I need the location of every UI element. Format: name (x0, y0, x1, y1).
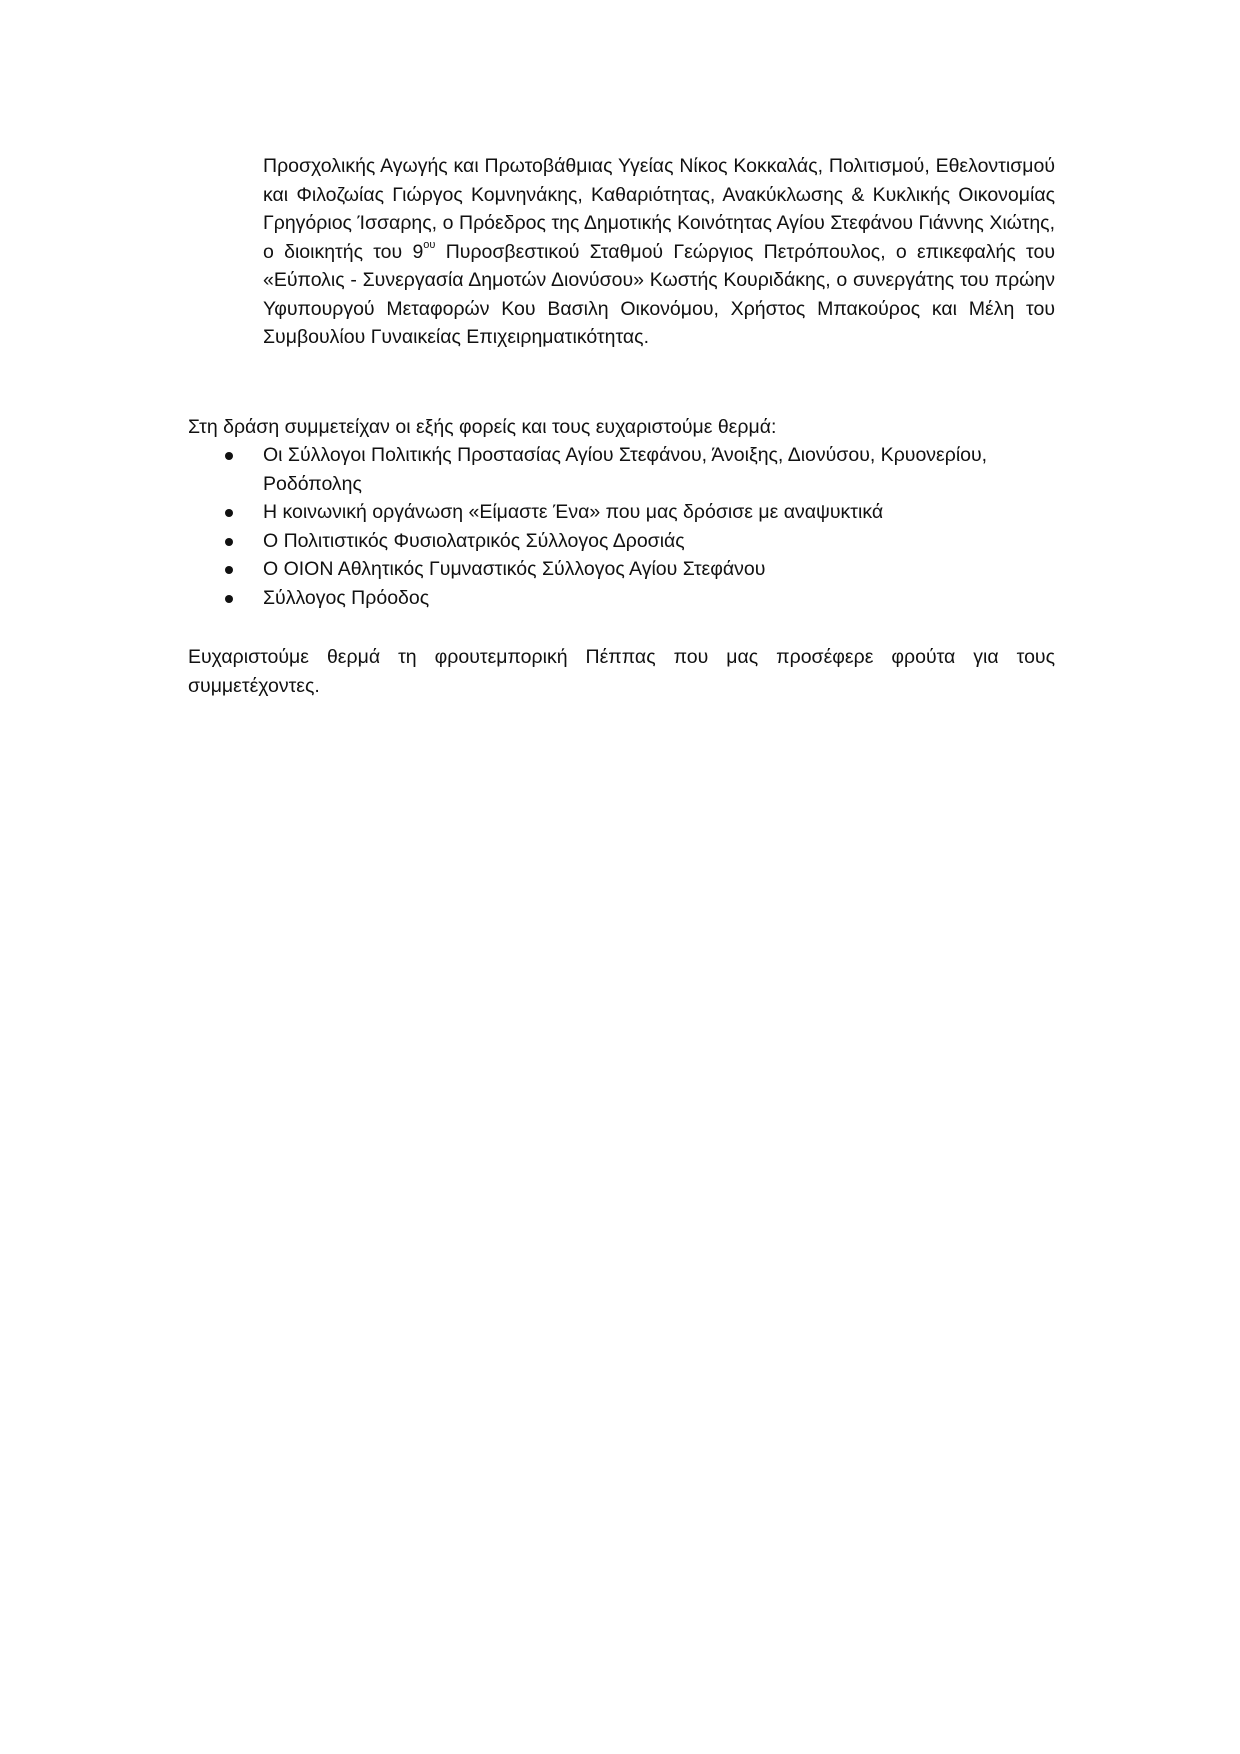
list-item (188, 527, 1055, 556)
participants-intro: Στη δράση συμμετείχαν οι εξής φορείς και τους ευχαριστούμε θερμά: (188, 416, 777, 438)
ordinal-superscript: ου (423, 239, 436, 251)
list-item-text: Ο ΟΙΟΝ Αθλητικός Γυμναστικός Σύλλογος Αγίου Στεφάνου (263, 558, 766, 580)
paragraph-text-part-1: Προσχολικής Αγωγής και Πρωτοβάθμιας Υγείας Νίκος Κοκκαλάς, Πολιτισμού, Εθελοντισμού και Φιλοζωίας Γιώργος Κομνηνάκης, Καθαριότητας, Ανακύκλωσης & Κυκλικής Οικονομίας Γρηγόριος Ίσσαρης, ο Πρόεδρος της Δημοτικής Κοινότητας Αγίου Στεφάνου Γιάννης Χιώτης, ο διοικητής του 9 (263, 155, 1055, 263)
participants-list (188, 441, 1055, 612)
list-item-text: Η κοινωνική οργάνωση «Είμαστε Ένα» που μας δρόσισε με αναψυκτικά (263, 501, 884, 523)
list-item (188, 441, 1055, 498)
list-item-text: Σύλλογος Πρόοδος (263, 586, 430, 609)
bullet-icon (225, 538, 233, 546)
bullet-icon (225, 566, 233, 574)
paragraph-text-part-2: Πυροσβεστικού Σταθμού Γεώργιος Πετρόπουλος, ο επικεφαλής του «Εύπολις - Συνεργασία Δημοτών Διονύσου» Κωστής Κουριδάκης, ο συνεργάτης του πρώην Υφυπουργού Μεταφορών Κου Βασιλη Οικονόμου, Χρήστος Μπακούρος και Μέλη του Συμβουλίου Γυναικείας Επιχειρηματικότητας. (263, 240, 1055, 348)
bullet-icon (225, 509, 233, 517)
list-item (188, 584, 1055, 613)
bullet-icon (225, 595, 233, 603)
list-item (188, 498, 1055, 527)
bullet-icon (225, 452, 233, 460)
list-item-text: Οι Σύλλογοι Πολιτικής Προστασίας Αγίου Στεφάνου, Άνοιξης, Διονύσου, Κρυονερίου, Ροδόπολης (263, 444, 988, 495)
closing-paragraph: Ευχαριστούμε θερμά τη φρουτεμπορική Πέππας που μας προσέφερε φρούτα για τους συμμετέχοντες. (188, 646, 1055, 697)
list-item (188, 555, 1055, 584)
list-item-text: Ο Πολιτιστικός Φυσιολατρικός Σύλλογος Δροσιάς (263, 529, 685, 552)
indented-paragraph (263, 152, 1055, 352)
